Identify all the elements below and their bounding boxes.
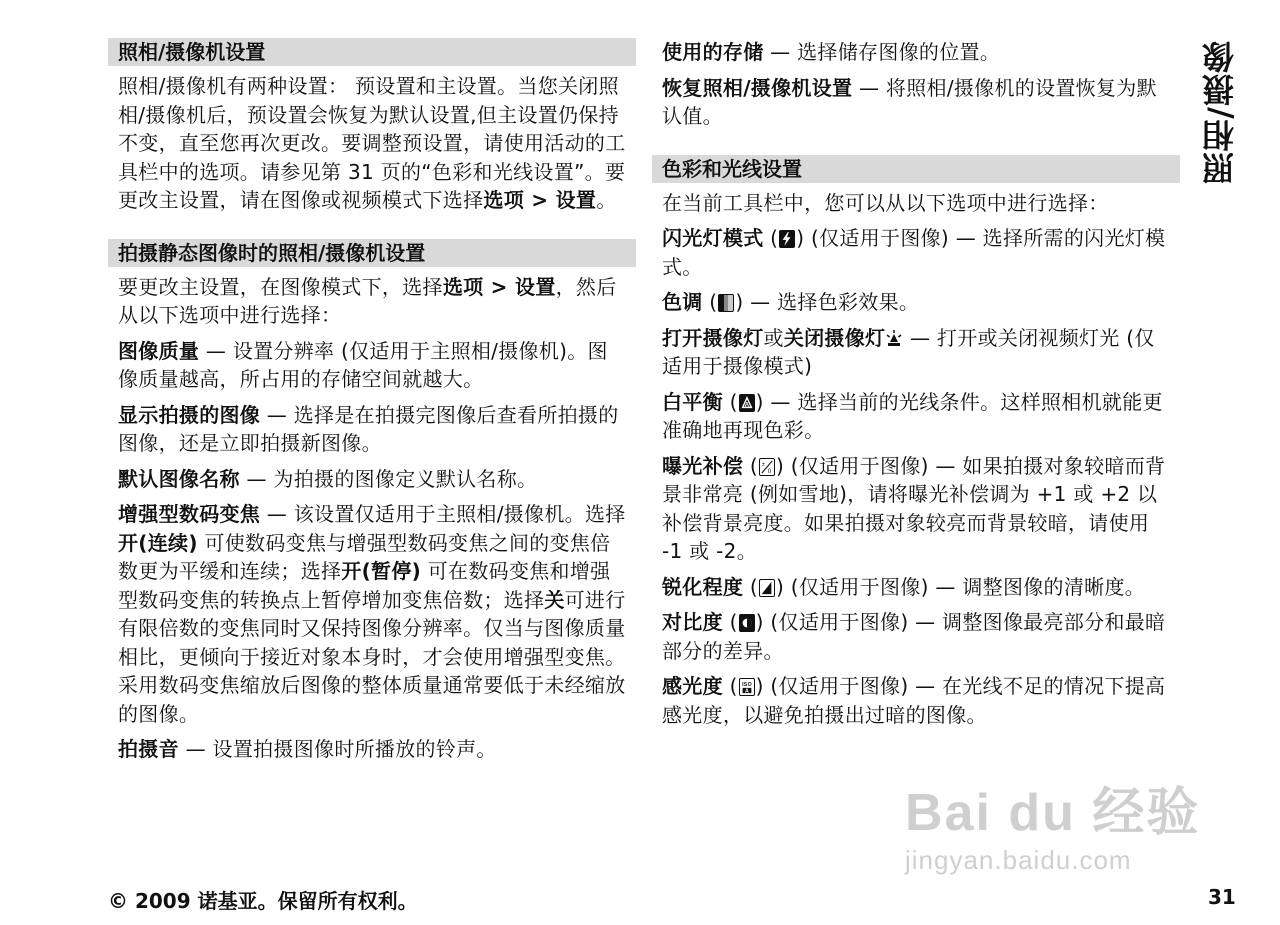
footer-copyright: © 2009 诺基亚。保留所有权利。 xyxy=(108,889,418,913)
desc-default-name: — 为拍摄的图像定义默认名称。 xyxy=(239,466,538,491)
setting-show-captured xyxy=(108,401,636,458)
open-paren: ( xyxy=(722,610,738,634)
setting-exposure xyxy=(652,452,1180,566)
desc-zoom-3: 可在数码变焦和增强型数码变焦的转换点上暂停增加变焦倍数；选择 xyxy=(118,559,611,612)
desc-restore-defaults: — 将照相/摄像机的设置恢复为默认值。 xyxy=(662,75,1157,128)
setting-default-name xyxy=(108,465,636,494)
svg-text:A: A xyxy=(744,688,749,695)
desc-show-captured: — 选择是在拍摄完图像后查看所拍摄的图像，还是立即拍摄新图像。 xyxy=(118,402,619,455)
term-light-on: 打开摄像灯 xyxy=(662,325,764,350)
still-settings-intro xyxy=(108,273,636,330)
options-menu-ref: 选项 xyxy=(442,274,484,299)
svg-text:±: ± xyxy=(761,461,766,468)
left-column xyxy=(108,38,636,771)
setting-sharpness xyxy=(652,573,1180,602)
desc-sharpness: ) (仅适用于图像) — 调整图像的清晰度。 xyxy=(775,574,1146,599)
right-column xyxy=(652,38,1180,736)
term-contrast: 对比度 xyxy=(662,610,723,634)
desc-video-light: — 打开或关闭视频灯光 (仅适用于摄像模式) xyxy=(662,325,1155,378)
open-paren: ( xyxy=(743,453,758,478)
term-white-balance: 白平衡 xyxy=(662,389,723,414)
zoom-on-paused: 开(暂停) xyxy=(341,559,422,583)
camera-settings-intro xyxy=(108,72,636,215)
open-paren: ( xyxy=(743,574,758,599)
svg-text:A: A xyxy=(744,401,750,408)
watermark-url: jingyan.baidu.com xyxy=(905,845,1132,875)
color-light-intro: 在当前工具栏中，您可以从以下选项中进行选择： xyxy=(662,190,1109,215)
desc-exposure: ) (仅适用于图像) — 如果拍摄对象较暗而背景非常亮 (例如雪地)，请将曝光补偿调为 +1 或 +2 以补偿背景亮度。如果拍摄对象较亮而背景较暗，请使用 -1 或 -2。 xyxy=(662,453,1166,563)
intro-end: 。 xyxy=(596,188,617,212)
setting-flash-mode xyxy=(652,224,1180,281)
term-memory-in-use: 使用的存储 xyxy=(662,40,764,64)
setting-white-balance xyxy=(652,388,1180,445)
color-tone-icon xyxy=(718,294,734,312)
options-menu-ref: 选项 xyxy=(483,188,525,212)
setting-iso xyxy=(652,672,1180,729)
desc-contrast: ) (仅适用于图像) — 调整图像最亮部分和最暗部分的差异。 xyxy=(662,610,1166,663)
desc-white-balance: ) — 选择当前的光线条件。这样照相机就能更准确地再现色彩。 xyxy=(662,389,1163,442)
desc-zoom-2: 可使数码变焦与增强型数码变焦之间的变焦倍数更为平缓和连续；选择 xyxy=(118,530,611,583)
desc-zoom-1: — 该设置仅适用于主照相/摄像机。选择 xyxy=(260,502,626,526)
term-default-name: 默认图像名称 xyxy=(118,466,240,491)
desc-color-tone: ) — 选择色彩效果。 xyxy=(735,290,920,314)
open-paren: ( xyxy=(702,290,718,314)
setting-image-quality xyxy=(108,337,636,394)
contrast-icon xyxy=(739,614,755,632)
term-sharpness: 锐化程度 xyxy=(662,574,744,599)
section-heading-camera-settings: 照相/摄像机设置 xyxy=(108,38,636,66)
open-paren: ( xyxy=(722,389,738,414)
term-flash-mode: 闪光灯模式 xyxy=(662,226,764,250)
setting-color-tone xyxy=(652,288,1180,317)
settings-menu-ref: 设置 xyxy=(555,188,597,212)
term-color-tone: 色调 xyxy=(662,290,703,314)
intro-text: 照相/摄像机有两种设置： 预设置和主设置。当您关闭照相/摄像机后，预设置会恢复为默认设置,但主设置仍保持不变，直至您再次更改。要调整预设置，请使用活动的工具栏中的选项。请参见第 31 页的“色彩和光线设置”。要更改主设置，请在图像或视频模式下选择 xyxy=(118,74,626,212)
zoom-off: 关 xyxy=(544,587,565,612)
flash-mode-icon xyxy=(779,230,795,248)
video-light-icon xyxy=(886,330,902,348)
setting-video-light xyxy=(652,324,1180,381)
exposure-compensation-icon xyxy=(759,458,775,476)
term-light-off: 关闭摄像灯 xyxy=(783,325,886,350)
chapter-side-tab-label: 照相/摄像 xyxy=(1201,40,1239,185)
setting-capture-tone xyxy=(108,735,636,764)
term-image-quality: 图像质量 xyxy=(118,338,200,363)
page-number: 31 xyxy=(1208,885,1236,909)
term-capture-tone: 拍摄音 xyxy=(118,737,179,761)
section-heading-color-light: 色彩和光线设置 xyxy=(652,155,1180,183)
svg-text:ISO: ISO xyxy=(741,682,752,689)
section-heading-still-image-settings: 拍摄静态图像时的照相/摄像机设置 xyxy=(108,239,636,267)
settings-menu-ref: 设置 xyxy=(515,274,556,299)
menu-arrow: > xyxy=(524,188,556,212)
setting-restore-defaults xyxy=(652,74,1180,131)
desc-image-quality: — 设置分辨率 (仅适用于主照相/摄像机)。图像质量越高，所占用的存储空间就越大。 xyxy=(118,338,608,391)
zoom-on-continuous: 开(连续) xyxy=(118,530,198,555)
desc-flash-mode: ) (仅适用于图像) — 选择所需的闪光灯模式。 xyxy=(662,226,1166,279)
term-exposure: 曝光补偿 xyxy=(662,453,744,478)
baidu-jingyan-watermark xyxy=(905,770,1215,880)
light-or: 或 xyxy=(763,325,784,350)
menu-arrow: > xyxy=(483,274,516,299)
open-paren: ( xyxy=(722,674,738,698)
watermark-logo: Bai du 经验 xyxy=(905,784,1201,842)
sharpness-icon xyxy=(759,579,775,597)
chapter-side-tab xyxy=(1196,40,1244,185)
desc-iso: ) (仅适用于图像) — 在光线不足的情况下提高感光度，以避免拍摄出过暗的图像。 xyxy=(662,674,1166,727)
setting-contrast xyxy=(652,608,1180,665)
desc-capture-tone: — 设置拍摄图像时所播放的铃声。 xyxy=(178,737,497,761)
iso-sensitivity-icon xyxy=(739,678,755,696)
term-show-captured: 显示拍摄的图像 xyxy=(118,402,261,427)
svg-text:0: 0 xyxy=(767,467,772,475)
white-balance-icon xyxy=(739,394,755,412)
open-paren: ( xyxy=(763,226,779,250)
term-iso: 感光度 xyxy=(662,674,723,698)
desc-zoom-4: 可进行有限倍数的变焦同时又保持图像分辨率。仅当与图像质量相比，更倾向于接近对象本身时，才会使用增强型变焦。采用数码变焦缩放后图像的整体质量通常要低于未经缩放的图像。 xyxy=(118,587,626,726)
desc-memory-in-use: — 选择储存图像的位置。 xyxy=(763,40,1001,64)
term-restore-defaults: 恢复照相/摄像机设置 xyxy=(662,75,853,100)
term-extended-zoom: 增强型数码变焦 xyxy=(118,502,261,526)
setting-memory-in-use xyxy=(652,38,1180,67)
still-intro-end: ，然后从以下选项中进行选择： xyxy=(118,274,617,327)
setting-extended-zoom xyxy=(108,500,636,728)
still-intro-text: 要更改主设置，在图像模式下，选择 xyxy=(118,274,443,299)
